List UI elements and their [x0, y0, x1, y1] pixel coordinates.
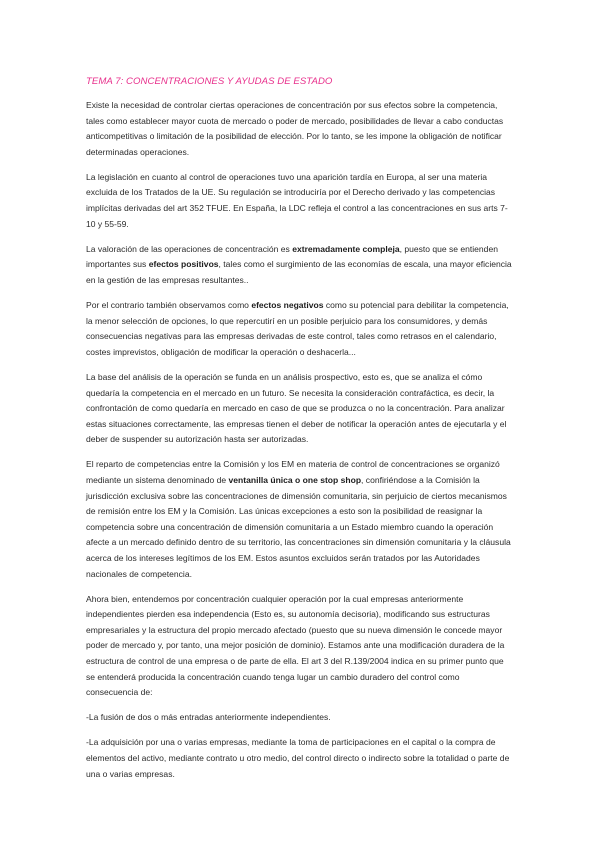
text-segment: La valoración de las operaciones de concentración es	[86, 243, 293, 254]
paragraph-9	[86, 735, 514, 782]
text-segment: -La fusión de dos o más entradas anteriormente independientes.	[86, 712, 331, 723]
text-segment: , tales como el surgimiento de las economías de escala, una mayor eficiencia en la gestión de las empresas resultantes..	[86, 259, 512, 285]
text-segment: -La adquisición por una o varias empresas, mediante la toma de participaciones en el capital o la compra de elementos del activo, mediante contrato u otro medio, del control directo o indirecto sobre la totalidad o parte de una o varias empresas.	[86, 737, 510, 779]
text-segment: , confiriéndose a la Comisión la jurisdicción exclusiva sobre las concentraciones de dimensión comunitaria, sin perjuicio de ciertos mecanismos de remisión entre los EM y la Comisión. Las únicas excepciones a esto son la posibilidad de reasignar la competencia sobre una concentración de dimensión comunitaria a un Estado miembro cuando la operación afecte a un mercado definido dentro de su territorio, las concentraciones sin dimensión comunitaria y la cláusula acerca de los intereses legítimos de los EM. Estos asuntos excluidos serán tratados por las Autoridades nacionales de competencia.	[86, 474, 511, 579]
text-segment: La base del análisis de la operación se funda en un análisis prospectivo, esto es, que se analiza el cómo quedaría la competencia en el mercado en un futuro. Se necesita la consideración contrafáctica, es decir, la confrontación de como quedaría en mercado en caso de que se produzca o no la concentración. Para analizar estas situaciones correctamente, las empresas tienen el deber de notificar la operación antes de ejecutarla y el deber de suspender su autorización hasta ser autorizadas.	[86, 371, 507, 445]
bold-term: extremadamente compleja	[292, 243, 400, 254]
text-segment: La legislación en cuanto al control de operaciones tuvo una aparición tardía en Europa, al ser una materia excluida de los Tratados de la UE. Su regulación se introduciría por el Derecho derivado y las competencias implícitas derivadas del art 352 TFUE. En España, la LDC refleja el control a las concentraciones en sus arts 7-10 y 55-59.	[86, 171, 508, 229]
text-segment: como su potencial para debilitar la competencia, la menor selección de opciones, lo que repercutirí en un posible perjuicio para los consumidores, y demás consecuencias negativas para las empresas derivadas de este control, tales como retrasos en el calendario, costes imprevistos, obligación de modificar la operación o deshacerla...	[86, 300, 509, 357]
paragraph-5	[86, 370, 514, 448]
paragraph-2	[86, 170, 514, 232]
text-segment: Por el contrario también observamos como	[86, 300, 252, 311]
text-segment: , puesto que se entienden importantes sus	[86, 243, 498, 270]
bold-term: ventanilla única o one stop shop	[228, 474, 362, 485]
text-segment: Ahora bien, entendemos por concentración cualquier operación por la cual empresas anteriormente independientes pierden esa independencia (Esto es, su autonomía decisoria), modificando sus estructuras empresariales y la estructura del propio mercado afectado (puesto que su nueva dimensión le concede mayor poder de mercado y, por tanto, una mejor posición de dominio). Estamos ante una modificación duradera de la estructura de control de una empresa o de parte de ella. El art 3 del R.139/2004 indica en su primer punto que se entenderá producida la concentración cuando tenga lugar un cambio duradero del control como consecuencia de:	[86, 593, 505, 698]
paragraph-1	[86, 98, 514, 160]
text-segment: El reparto de competencias entre la Comisión y los EM en materia de control de concentraciones se organizó mediante un sistema denominado de	[86, 459, 500, 485]
paragraph-4	[86, 298, 514, 360]
paragraph-3	[86, 242, 514, 289]
paragraph-7	[86, 592, 514, 701]
paragraph-8	[86, 710, 514, 726]
document-title: TEMA 7: CONCENTRACIONES Y AYUDAS DE ESTADO	[86, 76, 333, 87]
bold-term: efectos positivos	[148, 259, 219, 270]
paragraph-6	[86, 457, 514, 582]
bold-term: efectos negativos	[251, 300, 324, 311]
text-segment: Existe la necesidad de controlar ciertas operaciones de concentración por sus efectos sobre la competencia, tales como establecer mayor cuota de mercado o poder de mercado, posibilidades de llevar a cabo conductas anticompetitivas o limitación de la posibilidad de elección. Por lo tanto, se les impone la obligación de notificar determinadas operaciones.	[86, 100, 504, 157]
document-body	[86, 98, 514, 782]
